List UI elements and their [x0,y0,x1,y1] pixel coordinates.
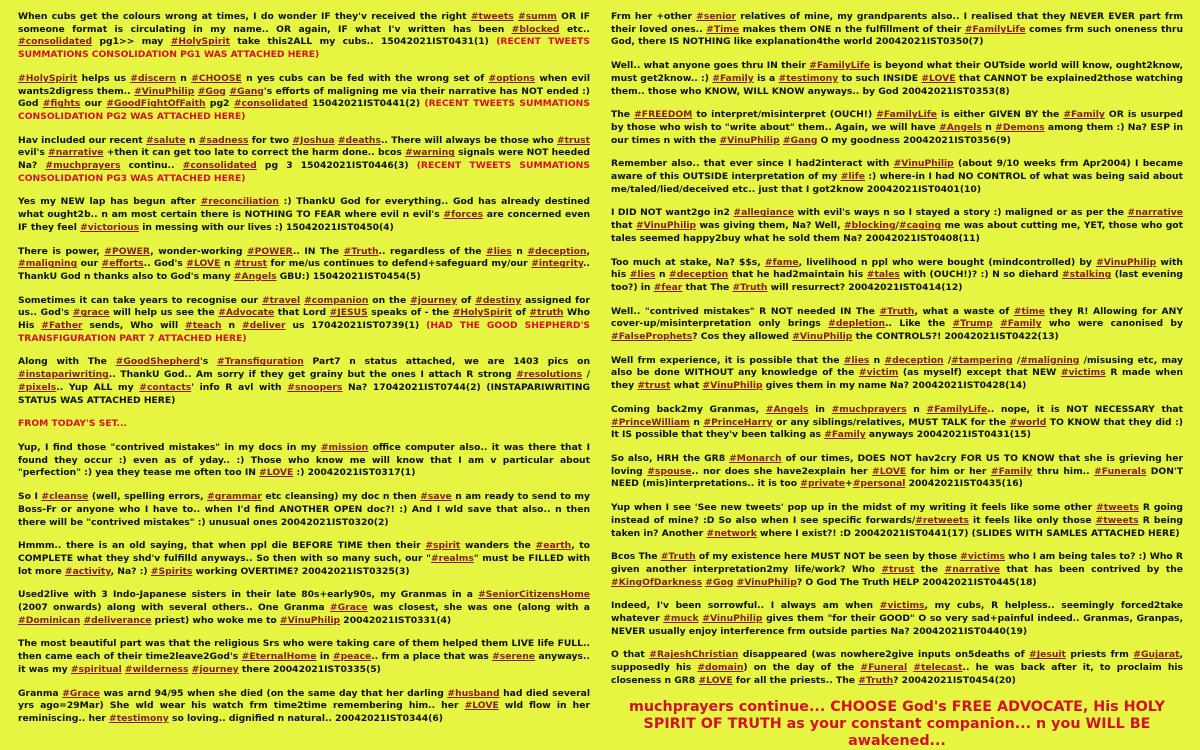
hashtag-link[interactable]: #mission [320,441,369,453]
hashtag-link[interactable]: #snoopers [287,381,343,393]
hashtag-link[interactable]: #JESUS [329,307,368,319]
hashtag-link[interactable]: #HolySpirit [452,307,512,319]
hashtag-link[interactable]: #VinuPhilip [279,614,341,626]
tweet-paragraph: Hmmm.. there is an old saying, that when ppl die BEFORE TIME then their #spirit wanders the #earth, to COMPLETE what they shd'v fulfilld anyways.. So then with so many such, our "#realms" must be FILLED with lot more #activity, Na? :) #Spirits working OVERTIME? 20042021IST0325(3) [18,540,590,577]
hashtag-link[interactable]: #VinuPhilip [736,576,797,588]
hashtag-link[interactable]: #deception [669,269,729,281]
hashtag-link[interactable]: #wilderness [124,663,189,675]
hashtag-link[interactable]: #LOVE [872,465,907,477]
hashtag-link[interactable]: #Angels [939,121,982,133]
hashtag-link[interactable]: #Gang [229,85,264,97]
hashtag-link[interactable]: #EternalHome [241,651,317,663]
hashtag-link[interactable]: #life [840,171,865,183]
hashtag-link[interactable]: #companion [304,294,369,306]
hashtag-link[interactable]: #Demons [995,121,1045,133]
tweet-paragraph: O that #RajeshChristian disappeared (was nowhere2give inputs on5deaths of #Jesuit priests frm #Gujarat, supposedly his #domain) on the day of the #Funeral #telecast.. he was back after it, to proclaim his closeness n GR8 #LOVE for all the priests.. The #Truth? 20042021IST0454(20) [611,649,1184,686]
hashtag-link[interactable]: #discern [130,72,176,84]
hashtag-link[interactable]: #deaths [337,134,381,146]
hashtag-link[interactable]: #SeniorCitizensHome [478,589,590,601]
hashtag-link[interactable]: #consolidated [182,160,257,172]
hashtag-link[interactable]: #Truth [660,551,696,563]
tweet-paragraph: Well.. what anyone goes thru IN their #FamilyLife is beyond what their OUTside world will know, ought2know, must get2know.. :) #Family is a #testimony to such INSIDE #LOVE that CANNOT be explained2those watching them.. those who KNOW, WILL KNOW anyways.. by God 20042021IST0353(8) [611,60,1183,97]
hashtag-link[interactable]: #Grace [62,687,100,699]
hashtag-link[interactable]: #VinuPhilip [719,134,780,146]
tweet-paragraph: Granma #Grace was arnd 94/95 when she died (on the same day that her darling #husband had died several yrs ago=29Mar) She wld wear his watch frm time2time remembering him.. her #LOVE wld flow in her reminiscing.. her #testimony so loving.. dignified n natural.. 20042021IST0344(6) [18,687,590,724]
hashtag-link[interactable]: #senior [696,11,737,22]
hashtag-link[interactable]: #trust [556,134,590,146]
hashtag-link[interactable]: #husband [447,687,500,699]
hashtag-link[interactable]: #activity [64,565,111,577]
section-heading: FROM TODAY'S SET... [18,418,127,430]
tweet-paragraph: Coming back2my Granmas, #Angels in #muchprayers n #FamilyLife.. nope, it is NOT NECESSARY that #PrinceWilliam n #PrinceHarry or any siblings/relatives, MUST TALK for the #world TO KNOW that they did :) It IS possible that they'v been talking as #Family anyways 20042021IST0431(15) [611,403,1183,441]
hashtag-link[interactable]: #deception [884,354,944,366]
hashtag-link[interactable]: #maligning [1020,354,1080,366]
hashtag-link[interactable]: #Angels [765,403,809,415]
tweet-paragraph: Yes my NEW lap has begun after #reconciliation :) ThankU God for everything.. God has already destined what ought2b.. n am most certain there is NOTHING TO FEAR where evil n evil's #forces are concerned even IF they feel #victorious in messing with our lives :) 15042021IST0450(4) [18,196,590,233]
hashtag-link[interactable]: #HolySpirit [18,72,78,84]
tweet-paragraph: Too much at stake, Na? $$s, #fame, livelihood n ppl who were bought (mindcontrolled) by #VinuPhilip with his #lies n #deception that he had2maintain his #tales with (OUCH!)? :) N so diehard #stalking (last evening too?) in #fear that The #Truth will resurrect? 20042021IST0414(12) [611,256,1183,293]
hashtag-link[interactable]: #domain [697,662,744,674]
hashtag-link[interactable]: #blocking [843,220,896,232]
tweet-paragraph: Sometimes it can take years to recognise our #travel #companion on the #journey of #destiny assigned for us.. God's #grace will help us see the #Advocate that Lord #JESUS speaks of - the #HolySpirit of #truth Who His #Father sends, Who will #teach n #deliver us 17042021IST0739(1) (HAD THE GOOD SHEPHERD'S TRANSFIGURATION PART 7 ATTACHED HERE) [18,294,590,344]
hashtag-link[interactable]: #Truth [858,674,894,686]
hashtag-link[interactable]: #LOVE [186,258,221,270]
hashtag-link[interactable]: #fights [42,98,81,110]
hashtag-link[interactable]: #narrative [944,563,1000,575]
hashtag-link[interactable]: #muchprayers [45,160,121,172]
hashtag-link[interactable]: #Truth [343,245,379,257]
hashtag-link[interactable]: #POWER [246,245,293,257]
hashtag-link[interactable]: #personal [852,478,906,490]
hashtag-link[interactable]: #grammar [207,491,262,503]
hashtag-link[interactable]: #FalseProphets [611,331,693,343]
hashtag-link[interactable]: #victorious [80,221,140,233]
attachment-note: (RECENT TWEETS SUMMATIONS CONSOLIDATION PG2 WAS ATTACHED HERE) [18,98,590,122]
hashtag-link[interactable]: #grace [72,307,110,319]
tweet-paragraph: Hav included our recent #salute n #sadness for two #Joshua #deaths.. There will always be those who #trust evil's #narrative +then it can get too late to correct the harm done.. bcos #warning signals were NOT heeded Na? #muchprayers continu.. #consolidated pg 3 15042021IST0446(3) (RECENT TWEETS SUMMATIONS CONSOLIDATION PG3 WAS ATTACHED HERE) [18,134,591,184]
hashtag-link[interactable]: #Gog [705,576,734,588]
tweet-paragraph: The most beautiful part was that the religious Srs who were taking care of them helped them LIVE life FULL.. then came each of their time2leave2God's #EternalHome in #peace.. frm a place that was #serene anyways.. it was my #spiritual #wilderness #journey there 20042021IST0335(5) [18,638,590,675]
hashtag-link[interactable]: #LOVE [698,674,733,686]
hashtag-link[interactable]: #consolidated [233,98,308,110]
hashtag-link[interactable]: #LOVE [464,700,499,712]
hashtag-link[interactable]: #VinuPhilip [1096,256,1157,268]
hashtag-link[interactable]: #Gujarat [1133,649,1180,661]
tweet-paragraph: Along with The #GoodShepherd's #Transfiguration Part7 n status attached, we are 1403 pics on #instapariwriting.. ThankU God.. Am sorry if they get grainy but the ones I attach R strong #resolutions / #pixels.. Yup ALL my #contacts' info R avl with #snoopers Na? 17042021IST0744(2) (INSTAPARIWRITING STATUS WAS ATTACHED HERE) [18,356,590,406]
hashtag-link[interactable]: #FamilyLife [964,23,1026,35]
hashtag-link[interactable]: #CHOOSE [191,72,242,84]
hashtag-link[interactable]: #spirit [425,540,461,552]
hashtag-link[interactable]: #HolySpirit [170,36,230,48]
hashtag-link[interactable]: #time [1013,305,1045,317]
hashtag-link[interactable]: #Monarch [729,452,782,464]
hashtag-link[interactable]: #journey [410,294,458,306]
hashtag-link[interactable]: #instapariwriting [18,369,109,381]
tweet-paragraph: There is power, #POWER, wonder-working #POWER.. IN The #Truth.. regardless of the #lies n #deception, #maligning our #efforts.. God's #LOVE n #trust for me/us continues to defend+safeguard my/our #integrity.. ThankU God n thanks also to God's many #Angels GBU:) 15042021IST0454(5) [18,245,590,282]
hashtag-link[interactable]: #testimony [109,712,169,724]
hashtag-link[interactable]: #Time [706,23,740,35]
hashtag-link[interactable]: #maligning [18,258,78,270]
hashtag-link[interactable]: #pixels [18,381,57,393]
hashtag-link[interactable]: #Family [1000,318,1042,330]
hashtag-link[interactable]: #spouse [647,465,692,477]
hashtag-link[interactable]: #PrinceHarry [703,416,773,428]
hashtag-link[interactable]: #reconciliation [200,196,279,208]
hashtag-link[interactable]: #blocked [511,23,560,35]
hashtag-link[interactable]: #Family [712,72,754,84]
tweet-paragraph: Indeed, I'v been sorrowful.. I always am when #victims, my cubs, R helpless.. seemingly forced2take whatever #muck #VinuPhilip gives them "for their GOOD" O so very sad+painful indeed.. Granmas, Granpas, NEVER usually enjoy interference frm outside parties Na? 20042021IST0440(19) [611,600,1184,637]
hashtag-link[interactable]: #muck [663,613,699,625]
hashtag-link[interactable]: #Advocate [218,307,275,319]
hashtag-link[interactable]: #LOVE [259,467,294,479]
hashtag-link[interactable]: #Grace [329,602,368,614]
hashtag-link[interactable]: #Gang [782,134,818,146]
right-column [611,11,1183,750]
tweet-paragraph: Well frm experience, it is possible that the #lies n #deception /#tampering /#maligning /misusing etc, may also be done WITHOUT any knowledge of the #victim (as myself) except that NEW #victims R made when they #trust what #VinuPhilip gives them in my name Na? 20042021IST0428(14) [611,354,1183,392]
hashtag-link[interactable]: #caging [898,220,942,232]
hashtag-link[interactable]: #summ [518,11,557,22]
hashtag-link[interactable]: #serene [492,651,536,663]
hashtag-link[interactable]: #spiritual [70,663,122,675]
hashtag-link[interactable]: #VinuPhilip [702,380,763,392]
hashtag-link[interactable]: #FamilyLife [809,60,870,72]
hashtag-link[interactable]: #FamilyLife [926,403,988,415]
hashtag-link[interactable]: #Father [41,320,83,332]
hashtag-link[interactable]: #FREEDOM [634,109,693,121]
hashtag-link[interactable]: #deliver [241,320,286,332]
hashtag-link[interactable]: #retweets [915,514,969,526]
hashtag-link[interactable]: #destiny [475,294,522,306]
hashtag-link[interactable]: #contacts [139,381,192,393]
hashtag-link[interactable]: #fear [653,281,683,293]
hashtag-link[interactable]: #lies [843,354,870,366]
hashtag-link[interactable]: #Family [824,429,866,441]
hashtag-link[interactable]: #world [1009,416,1047,428]
hashtag-link[interactable]: #cleanse [41,491,89,503]
hashtag-link[interactable]: #allegiance [733,207,794,219]
hashtag-link[interactable]: #Funerals [1094,465,1147,477]
hashtag-link[interactable]: #Trump [952,318,993,330]
tweet-paragraph: #HolySpirit helps us #discern n #CHOOSE n yes cubs can be fed with the wrong set of #options when evil wants2digress them.. #VinuPhilip #Gog #Gang's efforts of maligning me via their narrative has NOT ended :) God #fights our #GoodFightOfFaith pg2 #consolidated 15042021IST0441(2) (RECENT TWEETS SUMMATIONS CONSOLIDATION PG2 WAS ATTACHED HERE) [18,72,590,122]
hashtag-link[interactable]: #Dominican [18,614,81,626]
hashtag-link[interactable]: #victims [1060,367,1106,379]
hashtag-link[interactable]: #tweets [1096,502,1139,514]
attachment-note: (RECENT TWEETS SUMMATIONS CONSOLIDATION PG3 WAS ATTACHED HERE) [18,160,590,184]
hashtag-link[interactable]: #earth [535,540,572,552]
left-column [18,11,590,737]
hashtag-link[interactable]: #truth [529,307,564,319]
hashtag-link[interactable]: #KingOfDarkness [611,576,703,588]
hashtag-link[interactable]: #deliverance [83,614,152,626]
hashtag-link[interactable]: #private [800,478,846,490]
hashtag-link[interactable]: #Joshua [292,134,335,146]
tweet-paragraph: So also, HRH the GR8 #Monarch of our times, DOES NOT hav2cry FOR US TO KNOW that she is grieving her loving #spouse.. nor does she have2explain her #LOVE for him or her #Family thru him.. #Funerals DON'T NEED (mis)interpretations.. it is too #private+#personal 20042021IST0435(16) [611,452,1183,490]
hashtag-link[interactable]: #victims [879,600,925,612]
attachment-note: (HAD THE GOOD SHEPHERD'S TRANSFIGURATION PART 7 ATTACHED HERE) [18,320,590,344]
hashtag-link[interactable]: #trust [881,563,915,575]
hashtag-link[interactable]: #network [706,527,757,539]
hashtag-link[interactable]: #POWER [104,245,151,257]
hashtag-link[interactable]: #Truth [879,305,915,317]
hashtag-link[interactable]: #VinuPhilip [792,331,853,343]
hashtag-link[interactable]: #efforts [101,258,144,270]
hashtag-link[interactable]: #lies [486,245,512,257]
tweet-paragraph: So I #cleanse (well, spelling errors, #grammar etc cleansing) my doc n then #save n am ready to send to my Boss-Fr or anyone who I have to.. when I'd find ANOTHER OPEN doc?! :) And I wld save that also.. n then there will be "contrived mistakes" :) unusual ones 20042021IST0320(2) [18,491,590,528]
tweet-paragraph: Bcos The #Truth of my existence here MUST NOT be seen by those #victims who I am being tales to? :) Who R given another interpretation2my life/work? Who #trust the #narrative that has been contrived by the #KingOfDarkness #Gog #VinuPhilip? O God The Truth HELP 20042021IST0445(18) [611,551,1184,588]
hashtag-link[interactable]: #VinuPhilip [635,220,697,232]
hashtag-link[interactable]: #Jesuit [1029,649,1066,661]
hashtag-link[interactable]: #VinuPhilip [702,613,763,625]
hashtag-link[interactable]: #victims [960,551,1006,563]
hashtag-link[interactable]: #journey [191,663,239,675]
tweet-paragraph: I DID NOT want2go in2 #allegiance with evil's ways n so I stayed a story :) maligned or as per the #narrative that #VinuPhilip was giving them, Na? Well, #blocking/#caging me was about cutting me, YET, those who got tales seemed happy2buy what he sold them Na? 20042021IST0408(11) [611,207,1184,244]
hashtag-link[interactable]: #teach [185,320,222,332]
tweet-paragraph: When cubs get the colours wrong at times, I do wonder IF they'v received the right #tweets #summ OR IF someone format is circulating in my name.. OR again, IF what I'v written has been #blocked etc.. #consolidated pg1>> may #HolySpirit take this2ALL my cubs.. 15042021IST0431(1) (RECENT TWEETS SUMMATIONS CONSOLIDATION PG1 WAS ATTACHED HERE) [18,11,590,61]
hashtag-link[interactable]: #tweets [1095,514,1139,526]
hashtag-link[interactable]: #VinuPhilip [134,85,195,97]
tweet-paragraph: Yup when I see 'See new tweets' pop up in the midst of my writing it feels like some other #tweets R going instead of mine? :D So also when I see specific forwards/#retweets it feels like only those #tweets R being taken in? Another #network where I exist?! :D 20042021IST0441(17) (SLIDES WITH SAMLES ATTACHED HERE) [611,502,1184,539]
hashtag-link[interactable]: #tales [866,269,900,281]
hashtag-link[interactable]: #narrative [1127,207,1184,219]
hashtag-link[interactable]: #integrity [531,258,584,270]
attachment-note: (RECENT TWEETS SUMMATIONS CONSOLIDATION PG1 WAS ATTACHED HERE) [18,36,590,61]
hashtag-link[interactable]: #save [420,491,452,503]
hashtag-link[interactable]: #options [488,72,535,84]
hashtag-link[interactable]: #realms [430,552,474,564]
hashtag-link[interactable]: #Funeral [860,662,908,674]
hashtag-link[interactable]: #testimony [778,72,839,84]
hashtag-link[interactable]: #victim [858,367,899,379]
hashtag-link[interactable]: #Angels [233,270,277,282]
hashtag-link[interactable]: #FamilyLife [876,109,937,121]
hashtag-link[interactable]: #consolidated [18,36,93,48]
hashtag-link[interactable]: #stalking [1061,269,1112,281]
tweet-paragraph: Used2live with 3 Indo-Japanese sisters in their late 80s+early90s, my Granmas in a #SeniorCitizensHome (2007 onwards) along with several others.. One Granma #Grace was closest, she was one (along with a #Dominican #deliverance priest) who woke me to #VinuPhilip 20042021IST0331(4) [18,589,590,626]
hashtag-link[interactable]: #resolutions [516,369,583,381]
hashtag-link[interactable]: #Truth [732,281,768,293]
hashtag-link[interactable]: #tampering [951,354,1013,366]
hashtag-link[interactable]: #PrinceWilliam [611,416,690,428]
hashtag-link[interactable]: #muchprayers [831,403,907,415]
hashtag-link[interactable]: #narrative [48,147,104,159]
tweet-paragraph: Yup, I find those "contrived mistakes" in my docs in my #mission office computer also.. it was there that I found they occur :) even as of yday.. :) Those who know me will know that I am v particular about "perfection" :) yea they tease me often too IN #LOVE :) 20042021IST0317(1) [18,441,590,479]
hashtag-link[interactable]: #Family [1063,109,1105,121]
hashtag-link[interactable]: #Gog [197,85,226,97]
hashtag-link[interactable]: #Transfiguration [217,356,304,368]
hashtag-link[interactable]: #trust [637,380,671,392]
hashtag-link[interactable]: #warning [405,147,455,159]
hashtag-link[interactable]: #deception [527,245,587,257]
hashtag-link[interactable]: #GoodShepherd [115,356,200,368]
hashtag-link[interactable]: #VinuPhilip [893,158,954,170]
tweet-paragraph: Remember also.. that ever since I had2interact with #VinuPhilip (about 9/10 weeks frm Apr2004) I became aware of this OUTSIDE interpretation of my #life :) where-in I had NO CONTROL of what was being said about me/taled/lied/deceived etc.. just that I got2know 20042021IST0401(10) [611,158,1183,195]
hashtag-link[interactable]: #GoodFightOfFaith [106,98,206,110]
hashtag-link[interactable]: #Spirits [150,565,193,577]
hashtag-link[interactable]: #Family [990,465,1033,477]
hashtag-link[interactable]: #telecast [913,662,963,674]
hashtag-link[interactable]: #travel [261,294,301,306]
hashtag-link[interactable]: #sadness [198,134,249,146]
hashtag-link[interactable]: #forces [443,209,484,221]
hashtag-link[interactable]: #fame [764,256,799,268]
hashtag-link[interactable]: #trust [233,258,267,270]
hashtag-link[interactable]: #depletion [828,318,886,330]
hashtag-link[interactable]: #LOVE [921,72,956,84]
hashtag-link[interactable]: #RajeshChristian [649,649,739,661]
hashtag-link[interactable]: #tweets [470,11,514,22]
tweet-paragraph: The #FREEDOM to interpret/misinterpret (OUCH!) #FamilyLife is either GIVEN BY the #Family OR is usurped by those who wish to "write about" them.. Again, we will have #Angels n #Demons among them :) Na? ESP in our times n with the #VinuPhilip #Gang O my goodness 20042021IST0356(9) [611,109,1183,146]
hashtag-link[interactable]: #lies [629,269,656,281]
tweet-paragraph: Frm her +other #senior relatives of mine, my grandparents also.. I realised that they NEVER EVER part frm their loved ones.. #Time makes them ONE n the fulfillment of their #FamilyLife comes frm such oneness thru God, there IS NOTHING like explanation4the world 20042021IST0350(7) [611,11,1183,48]
hashtag-link[interactable]: #salute [145,134,186,146]
closing-footer: muchprayers continue... CHOOSE God's FREE ADVOCATE, His HOLY SPIRIT OF TRUTH as your constant companion... n you WILL BE awakened... [628,698,1166,749]
tweet-paragraph: Well.. "contrived mistakes" R NOT needed IN The #Truth, what a waste of #time they R! Allowing for ANY cover-up/misinterpretation only brings #depletion.. Like the #Trump #Family who were canonised by #FalseProphets? Cos they allowed #VinuPhilip the CONTROLS?! 20042021IST0422(13) [611,305,1183,343]
hashtag-link[interactable]: #peace [332,651,372,663]
